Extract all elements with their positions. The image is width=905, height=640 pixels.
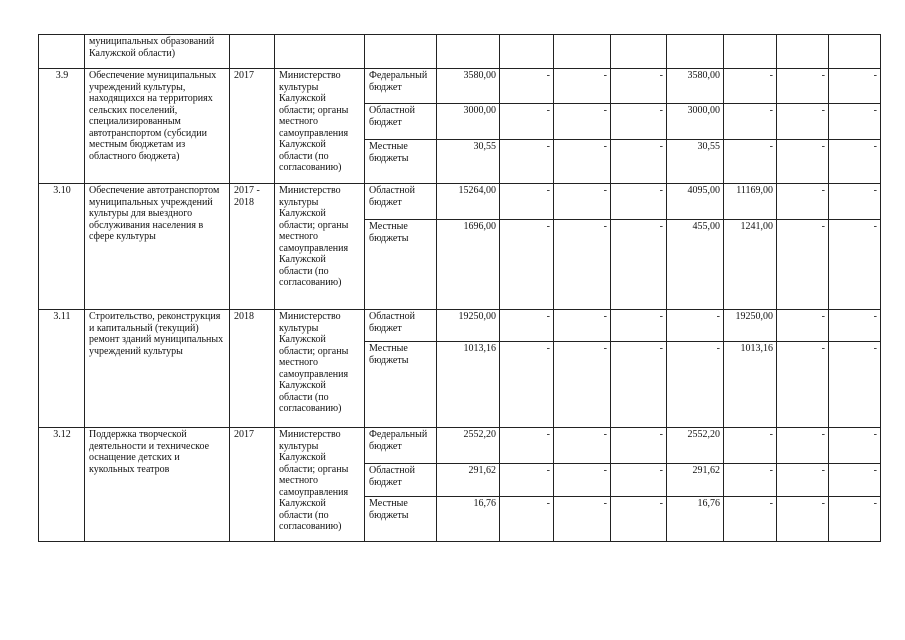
amount-value: 30,55 <box>667 140 724 184</box>
empty-value: - <box>829 342 881 428</box>
row-number: 3.11 <box>39 310 85 428</box>
empty-value: - <box>829 69 881 104</box>
empty-cell <box>829 35 881 69</box>
empty-cell <box>724 35 777 69</box>
empty-value: - <box>554 140 611 184</box>
empty-value: - <box>554 342 611 428</box>
empty-value: - <box>611 220 667 310</box>
empty-value: - <box>829 104 881 140</box>
empty-value: - <box>777 184 829 220</box>
amount-value: 4095,00 <box>667 184 724 220</box>
amount-value: 16,76 <box>437 497 500 542</box>
empty-value: - <box>611 342 667 428</box>
empty-value: - <box>777 464 829 497</box>
amount-value: 291,62 <box>437 464 500 497</box>
empty-value: - <box>554 310 611 342</box>
amount-value: 3000,00 <box>667 104 724 140</box>
executor: Министерство культуры Калужской области; органы местного самоуправления Калужской области (по согласованию) <box>275 69 365 184</box>
amount-value: 3580,00 <box>667 69 724 104</box>
amount-value: 3000,00 <box>437 104 500 140</box>
row-number: 3.12 <box>39 428 85 542</box>
table-row <box>39 184 881 220</box>
amount-value: 291,62 <box>667 464 724 497</box>
empty-value: - <box>611 69 667 104</box>
empty-value: - <box>554 428 611 464</box>
empty-value: - <box>554 497 611 542</box>
funding-source: Областной бюджет <box>365 310 437 342</box>
continuation-row <box>39 35 881 69</box>
empty-value: - <box>500 184 554 220</box>
empty-value: - <box>777 497 829 542</box>
amount-value: 16,76 <box>667 497 724 542</box>
table-body <box>39 35 881 542</box>
funding-source: Местные бюджеты <box>365 342 437 428</box>
empty-value: - <box>777 220 829 310</box>
table-row <box>39 428 881 464</box>
amount-value: 3580,00 <box>437 69 500 104</box>
amount-value: 19250,00 <box>437 310 500 342</box>
table-row <box>39 310 881 342</box>
empty-value: - <box>611 464 667 497</box>
empty-value: - <box>724 104 777 140</box>
activity-name: Поддержка творческой деятельности и техническое оснащение детских и кукольных театров <box>85 428 230 542</box>
amount-value: 19250,00 <box>724 310 777 342</box>
executor: Министерство культуры Калужской области; органы местного самоуправления Калужской области (по согласованию) <box>275 184 365 310</box>
empty-value: - <box>777 140 829 184</box>
empty-value: - <box>724 497 777 542</box>
empty-value: - <box>724 140 777 184</box>
amount-value: 11169,00 <box>724 184 777 220</box>
activity-name: Обеспечение автотранспортом муниципальных учреждений культуры для выездного обслуживания населения в сфере культуры <box>85 184 230 310</box>
empty-value: - <box>777 428 829 464</box>
empty-cell <box>230 35 275 69</box>
empty-value: - <box>724 69 777 104</box>
empty-value: - <box>500 464 554 497</box>
empty-value: - <box>829 310 881 342</box>
funding-source: Федеральный бюджет <box>365 69 437 104</box>
empty-value: - <box>829 220 881 310</box>
funding-source: Местные бюджеты <box>365 140 437 184</box>
empty-value: - <box>500 104 554 140</box>
empty-value: - <box>829 184 881 220</box>
empty-value: - <box>829 497 881 542</box>
period-year: 2017 <box>230 69 275 184</box>
empty-value: - <box>554 104 611 140</box>
period-year: 2018 <box>230 310 275 428</box>
empty-value: - <box>777 310 829 342</box>
amount-value: 30,55 <box>437 140 500 184</box>
empty-value: - <box>500 342 554 428</box>
period-year: 2017 <box>230 428 275 542</box>
empty-value: - <box>829 428 881 464</box>
funding-source: Местные бюджеты <box>365 220 437 310</box>
amount-value: 1013,16 <box>437 342 500 428</box>
empty-value: - <box>500 497 554 542</box>
empty-value: - <box>724 428 777 464</box>
empty-cell <box>554 35 611 69</box>
amount-value: 15264,00 <box>437 184 500 220</box>
funding-source: Областной бюджет <box>365 464 437 497</box>
executor: Министерство культуры Калужской области; органы местного самоуправления Калужской области (по согласованию) <box>275 428 365 542</box>
empty-value: - <box>611 310 667 342</box>
empty-cell <box>611 35 667 69</box>
empty-value: - <box>777 69 829 104</box>
empty-cell <box>437 35 500 69</box>
row-number: 3.9 <box>39 69 85 184</box>
empty-value: - <box>554 464 611 497</box>
budget-table <box>38 34 881 542</box>
empty-value: - <box>667 342 724 428</box>
empty-value: - <box>500 428 554 464</box>
executor: Министерство культуры Калужской области; органы местного самоуправления Калужской области (по согласованию) <box>275 310 365 428</box>
empty-cell <box>39 35 85 69</box>
amount-value: 1013,16 <box>724 342 777 428</box>
activity-name: Строительство, реконструкция и капитальный (текущий) ремонт зданий муниципальных учреждений культуры <box>85 310 230 428</box>
empty-value: - <box>611 497 667 542</box>
empty-value: - <box>724 464 777 497</box>
row-number: 3.10 <box>39 184 85 310</box>
empty-value: - <box>554 220 611 310</box>
amount-value: 455,00 <box>667 220 724 310</box>
empty-cell <box>365 35 437 69</box>
empty-cell <box>667 35 724 69</box>
empty-value: - <box>829 140 881 184</box>
period-year: 2017 - 2018 <box>230 184 275 310</box>
funding-source: Местные бюджеты <box>365 497 437 542</box>
empty-value: - <box>777 104 829 140</box>
empty-cell <box>275 35 365 69</box>
empty-value: - <box>554 69 611 104</box>
funding-source: Областной бюджет <box>365 184 437 220</box>
empty-value: - <box>611 104 667 140</box>
empty-value: - <box>554 184 611 220</box>
amount-value: 1241,00 <box>724 220 777 310</box>
empty-value: - <box>500 310 554 342</box>
amount-value: 2552,20 <box>667 428 724 464</box>
empty-value: - <box>667 310 724 342</box>
empty-value: - <box>500 140 554 184</box>
empty-value: - <box>777 342 829 428</box>
amount-value: 1696,00 <box>437 220 500 310</box>
continuation-text: муниципальных образований Калужской области) <box>85 35 230 69</box>
activity-name: Обеспечение муниципальных учреждений культуры, находящихся на территориях сельских поселений, специализированным автотранспортом (субсидии местным бюджетам из областного бюджета) <box>85 69 230 184</box>
empty-value: - <box>611 428 667 464</box>
empty-cell <box>500 35 554 69</box>
empty-value: - <box>611 140 667 184</box>
empty-value: - <box>829 464 881 497</box>
table-row <box>39 69 881 104</box>
empty-value: - <box>500 69 554 104</box>
empty-value: - <box>611 184 667 220</box>
funding-source: Областной бюджет <box>365 104 437 140</box>
amount-value: 2552,20 <box>437 428 500 464</box>
empty-value: - <box>500 220 554 310</box>
funding-source: Федеральный бюджет <box>365 428 437 464</box>
empty-cell <box>777 35 829 69</box>
